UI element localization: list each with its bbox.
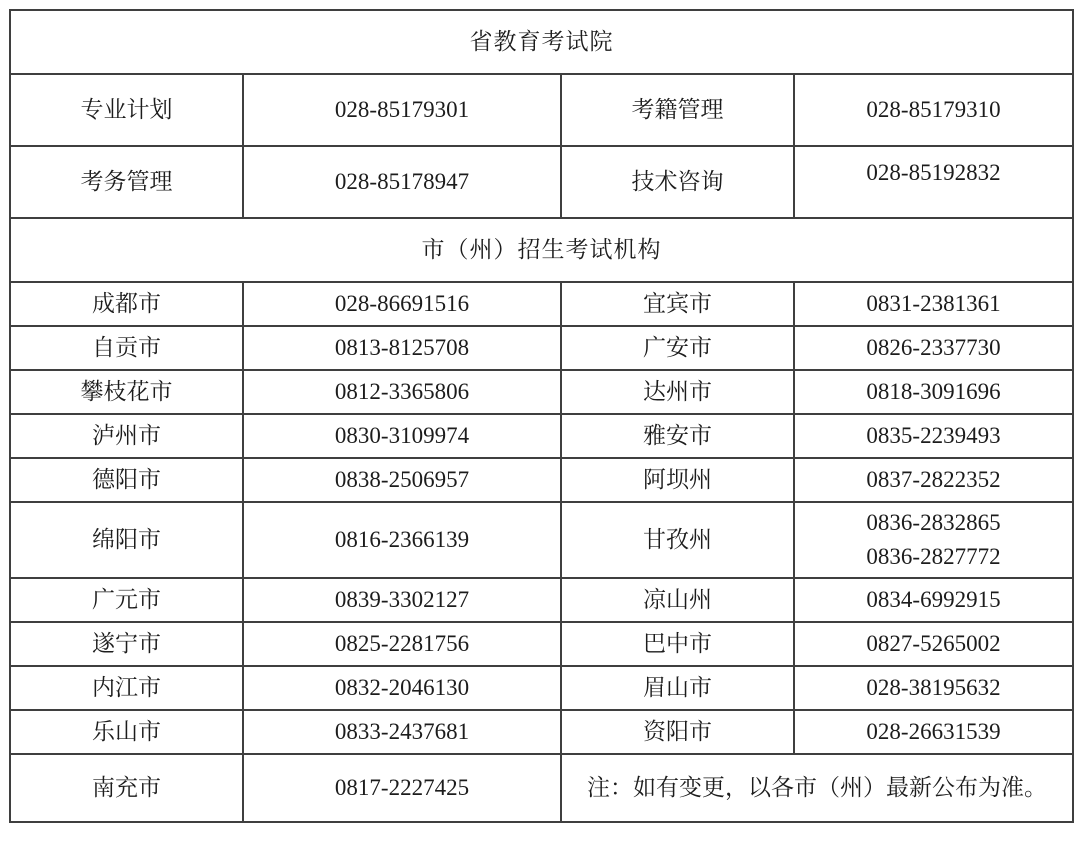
city-name: 雅安市 [561,414,794,458]
table-row [10,666,1073,710]
table-row [10,578,1073,622]
city-name: 绵阳市 [10,502,243,578]
table-row [10,710,1073,754]
phone-number [794,146,1073,218]
table-row [10,754,1073,822]
phone-number: 0816-2366139 [243,502,561,578]
phone-number: 0825-2281756 [243,622,561,666]
phone-number: 0812-3365806 [243,370,561,414]
city-name: 凉山州 [561,578,794,622]
table-row [10,458,1073,502]
phone-line-2: 0836-2827772 [866,544,1001,569]
table-row [10,74,1073,146]
city-name: 泸州市 [10,414,243,458]
phone-number: 028-85179310 [794,74,1073,146]
section-header-provincial: 省教育考试院 [10,10,1073,74]
dept-name: 技术咨询 [561,146,794,218]
city-name: 自贡市 [10,326,243,370]
phone-number: 028-85178947 [243,146,561,218]
table-row [10,282,1073,326]
city-name: 阿坝州 [561,458,794,502]
city-name: 宜宾市 [561,282,794,326]
note-text: 注：如有变更，以各市（州）最新公布为准。 [561,754,1073,822]
table-row [10,502,1073,578]
table-row [10,326,1073,370]
city-name: 眉山市 [561,666,794,710]
phone-number: 0834-6992915 [794,578,1073,622]
phone-number: 0837-2822352 [794,458,1073,502]
city-name: 资阳市 [561,710,794,754]
table-row [10,370,1073,414]
dept-name: 考籍管理 [561,74,794,146]
phone-number: 028-85179301 [243,74,561,146]
phone-number: 0817-2227425 [243,754,561,822]
dept-name: 考务管理 [10,146,243,218]
phone-number: 0826-2337730 [794,326,1073,370]
city-name: 广元市 [10,578,243,622]
city-name: 德阳市 [10,458,243,502]
city-name: 巴中市 [561,622,794,666]
exam-contact-table [9,9,1074,823]
phone-number: 0833-2437681 [243,710,561,754]
phone-number: 0827-5265002 [794,622,1073,666]
phone-number: 0832-2046130 [243,666,561,710]
city-name: 甘孜州 [561,502,794,578]
phone-number: 0830-3109974 [243,414,561,458]
city-name: 遂宁市 [10,622,243,666]
city-name: 乐山市 [10,710,243,754]
phone-number: 028-38195632 [794,666,1073,710]
phone-line-1: 0836-2832865 [866,509,1001,535]
phone-number: 0818-3091696 [794,370,1073,414]
dept-name: 专业计划 [10,74,243,146]
phone-number: 0831-2381361 [794,282,1073,326]
city-name: 攀枝花市 [10,370,243,414]
city-name: 南充市 [10,754,243,822]
city-name: 达州市 [561,370,794,414]
section-header-municipal: 市（州）招生考试机构 [10,218,1073,282]
city-name: 成都市 [10,282,243,326]
phone-number [794,502,1073,578]
table-row [10,146,1073,218]
table-row [10,218,1073,282]
phone-number: 0838-2506957 [243,458,561,502]
city-name: 广安市 [561,326,794,370]
table-row [10,414,1073,458]
phone-number: 0835-2239493 [794,414,1073,458]
phone-number: 028-86691516 [243,282,561,326]
phone-number-text: 028-85192832 [866,160,1001,186]
phone-number: 0839-3302127 [243,578,561,622]
phone-number: 0813-8125708 [243,326,561,370]
phone-number: 028-26631539 [794,710,1073,754]
table-row [10,622,1073,666]
city-name: 内江市 [10,666,243,710]
table-row [10,10,1073,74]
